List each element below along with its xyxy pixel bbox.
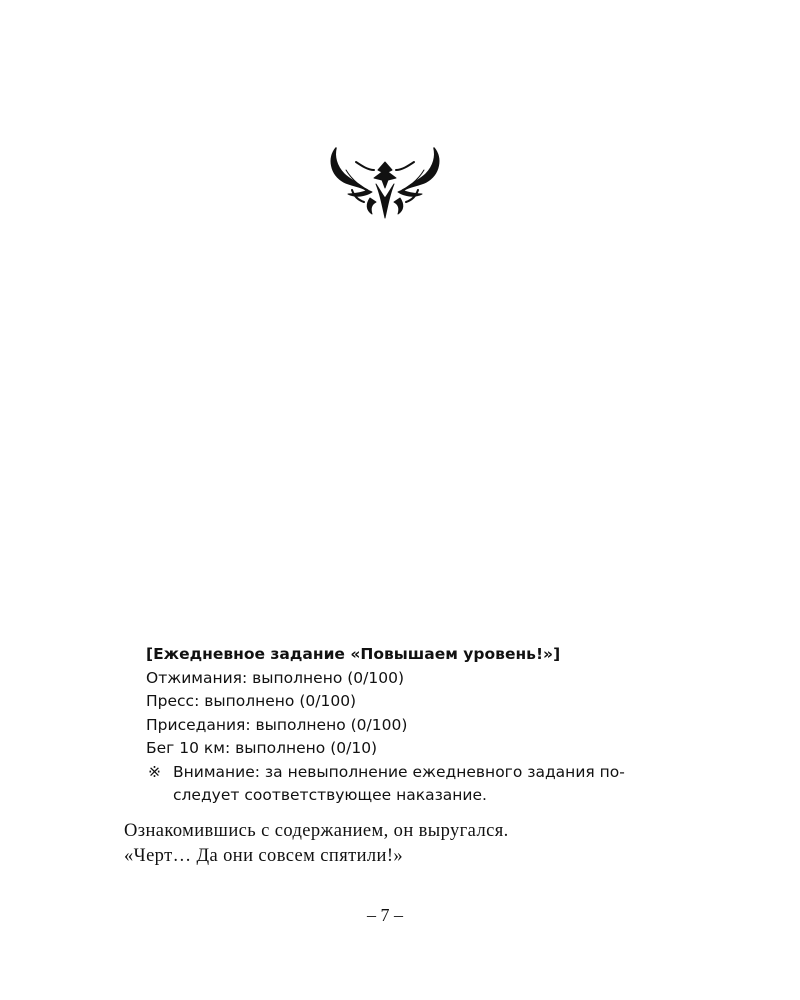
daily-quest-notice: [146, 643, 706, 808]
tribal-horned-ornament-icon: [326, 140, 444, 224]
reference-mark-icon: ※: [148, 762, 161, 781]
narrative-line-2: «Черт… Да они совсем спятили!»: [124, 846, 404, 866]
quest-task-pushups: Отжимания: выполнено (0/100): [146, 668, 405, 687]
warning-line-1: Внимание: за невыполнение ежедневного задания по-: [173, 762, 625, 781]
page-number: – 7 –: [367, 905, 403, 925]
quest-warning: [146, 761, 706, 808]
narrative-line-1: Ознакомившись с содержанием, он выругался.: [124, 821, 509, 841]
warning-line-2: следует соответствующее наказание.: [173, 786, 487, 804]
quest-title: [Ежедневное задание «Повышаем уровень!»]: [146, 645, 561, 663]
quest-task-squats: Приседания: выполнено (0/100): [146, 715, 408, 734]
narrative-text: [124, 819, 704, 869]
quest-task-situps: Пресс: выполнено (0/100): [146, 692, 357, 710]
quest-task-running: Бег 10 км: выполнено (0/10): [146, 739, 378, 757]
